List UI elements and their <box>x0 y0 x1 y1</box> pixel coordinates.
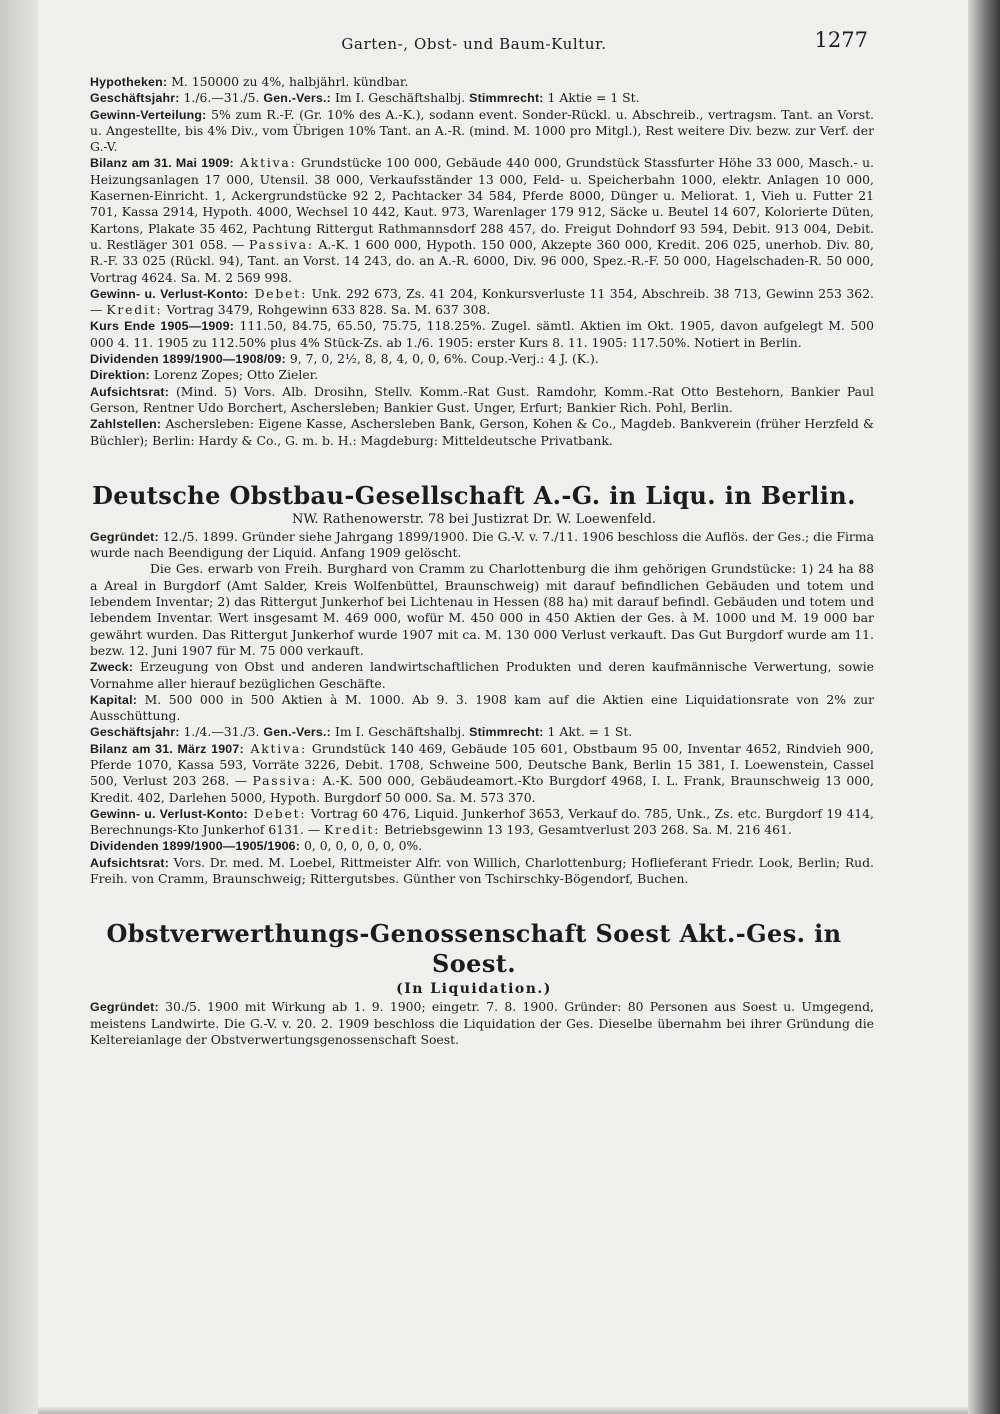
entry-text: 111.50, 84.75, 65.50, 75.75, 118.25%. Zugel. sämtl. Aktien im Okt. 1905, davon aufgelegt M. 500 000 4. 11. 1905 zu 112.50% plus 4% Stück-Zs. ab 1./6. 1905: erster Kurs 8. 11. 1905: 117.50%. Notiert in Berlin. <box>90 318 874 350</box>
entry-text: Betriebsgewinn 13 193, Gesamtverlust 203 268. Sa. M. 216 461. <box>380 822 792 838</box>
entry-text: Im I. Geschäftshalbj. <box>331 724 470 740</box>
entry-label: Dividenden 1899/1900—1908/09: <box>90 352 286 367</box>
entry-aufsichtsrat <box>74 855 874 888</box>
entry-hypotheken <box>74 74 874 90</box>
entry-bilanz <box>74 741 874 806</box>
entry-text: Vortrag 60 476, Liquid. Junkerhof 3653, Verkauf do. 785, Unk., Zs. etc. Burgdorf 19 414, Berechnungs-Kto Junkerhof 6131. — <box>90 805 874 838</box>
entry-label: Bilanz am 31. März 1907: <box>90 741 244 756</box>
entry-spaced: Kredit: <box>106 302 163 318</box>
entry-label: Gewinn- u. Verlust-Konto: <box>90 806 248 821</box>
entry-text: Grundstück 140 469, Gebäude 105 601, Obstbaum 95 00, Inventar 4652, Rindvieh 900, Pferde 1070, Kassa 593, Vorräte 3226, Debit. 1708, Schweine 500, Deutsche Bank, Berlin 15 381, I. Loewenstein, Cassel 500, Verlust 203 268. — <box>90 740 874 789</box>
entry-direktion <box>74 367 874 383</box>
entry-label: Direktion: <box>90 368 150 383</box>
entry-label: Aufsichtsrat: <box>90 855 170 870</box>
entry-aufsichtsrat <box>74 384 874 417</box>
page-content <box>74 28 874 1048</box>
entry-label: Geschäftsjahr: <box>90 91 180 106</box>
entry-text: 1 Aktie = 1 St. <box>543 90 640 106</box>
entry-label: Gegründet: <box>90 1000 159 1015</box>
entry-gegruendet <box>74 999 874 1048</box>
entry-text: Vortrag 3479, Rohgewinn 633 828. Sa. M. 637 308. <box>162 302 491 318</box>
entry-text: 1./4.—31./3. <box>179 724 264 740</box>
entry-dividenden <box>74 838 874 854</box>
entry-label: Stimmrecht: <box>469 91 544 106</box>
left-page-edge <box>0 0 38 1414</box>
entry-text: Im I. Geschäftshalbj. <box>331 90 470 106</box>
entry-text: 1./6.—31./5. <box>179 90 264 106</box>
section-deutsche-obstbau <box>74 481 874 888</box>
entry-gewinn-verlust <box>74 806 874 839</box>
entry-text: 12./5. 1899. Gründer siehe Jahrgang 1899/1900. Die G.-V. v. 7./11. 1906 beschloss die Auflös. der Ges.; die Firma wurde nach Beendigung der Liquid. Anfang 1909 gelöscht. <box>90 528 874 561</box>
entry-spaced: Kredit: <box>324 822 381 838</box>
entry-label: Gen.-Vers.: <box>263 91 331 106</box>
entry-label: Dividenden 1899/1900—1905/1906: <box>90 839 301 854</box>
entry-paragraph: Die Ges. erwarb von Freih. Burghard von Cramm zu Charlottenburg die ihm gehörigen Grundstücke: 1) 24 ha 88 a Areal in Burgdorf (Amt Salder, Kreis Wolfenbüttel, Braunschweig) mit darauf befindlichen Gebäuden und totem und lebendem Inventar; 2) das Rittergut Junkerhof bei Lichtenau in Hessen (88 ha) mit darauf befindl. Gebäuden und totem und lebendem Inventar. Wert insgesamt M. 469 000, wofür M. 450 000 in 450 Aktien der Ges. à M. 1000 und M. 19 000 bar gewährt wurden. Das Rittergut Junkerhof wurde 1907 mit ca. M. 130 000 Verlust verkauft. Das Gut Burgdorf wurde am 11. bezw. 12. Juni 1907 für M. 75 000 verkauft. <box>90 561 874 658</box>
entry-spaced: Aktiva: <box>243 740 308 756</box>
entry-spaced: Passiva: <box>252 773 318 789</box>
entry-text: 1 Akt. = 1 St. <box>543 724 633 740</box>
entry-label: Hypotheken: <box>90 75 168 89</box>
company-subtitle: (In Liquidation.) <box>396 981 552 998</box>
entry-label: Gewinn- u. Verlust-Konto: <box>90 286 249 301</box>
entry-text: 0, 0, 0, 0, 0, 0, 0%. <box>300 838 423 854</box>
company-title: Deutsche Obstbau-Gesellschaft A.-G. in Liqu. in Berlin. <box>92 480 856 510</box>
section-gap <box>74 449 874 481</box>
entry-text: A.-K. 1 600 000, Hypoth. 150 000, Akzepte 360 000, Kredit. 206 025, unerhob. Div. 80, R.-F. 33 025 (Rückl. 94), Tant. an Vorst. 14 243, do. an A.-R. 6000, Div. 96 000, Spez.-R.-F. 50 000, Hagelschaden-R. 50 000, Vortrag 4624. Sa. M. 2 569 998. <box>90 236 875 285</box>
section-soenderhof-continuation <box>74 74 874 449</box>
running-title: Garten-, Obst- und Baum-Kultur. <box>341 35 607 53</box>
entry-geschaeftsjahr <box>74 724 874 740</box>
entry-label: Kapital: <box>90 692 138 707</box>
section-obstverwerthung-soest <box>74 919 874 1048</box>
entry-text: Erzeugung von Obst und anderen landwirtschaftlichen Produkten und deren kaufmännische Verwertung, sowie Vornahme aller hierauf bezüglichen Geschäfte. <box>90 659 874 691</box>
entry-text: Unk. 292 673, Zs. 41 204, Konkursverluste 11 354, Abschreib. 38 713, Gewinn 253 362. — <box>90 285 874 318</box>
entry-text: Lorenz Zopes; Otto Zieler. <box>149 367 319 383</box>
entry-bilanz <box>74 155 874 285</box>
entry-spaced: Debet: <box>248 285 308 301</box>
entry-zweck <box>74 659 874 692</box>
section-gap <box>74 887 874 919</box>
running-header <box>74 28 874 58</box>
entry-kurs <box>74 318 874 351</box>
entry-text: 5% zum R.-F. (Gr. 10% des A.-K.), sodann event. Sonder-Rückl. u. Abschreib., vertragsm. Tant. an Vorst. u. Angestellte, bis 4% Div., vom Übrigen 10% Tant. an A.-R. (mind. M. 1000 pro Mitgl.), Rest weitere Div. bezw. zur Verf. der G.-V. <box>90 106 874 155</box>
entry-label: Stimmrecht: <box>469 725 544 740</box>
entry-text: M. 150000 zu 4%, halbjährl. kündbar. <box>167 74 409 89</box>
entry-dividenden <box>74 351 874 367</box>
page-number: 1277 <box>814 28 868 52</box>
page-bottom-edge <box>38 1406 968 1414</box>
entry-gewinn-verteilung <box>74 107 874 156</box>
entry-label: Aufsichtsrat: <box>90 384 170 399</box>
entry-label: Gegründet: <box>90 529 159 544</box>
company-address: NW. Rathenowerstr. 78 bei Justizrat Dr. W. Loewenfeld. <box>291 511 657 527</box>
entry-spaced: Passiva: <box>249 236 314 252</box>
entry-text: (Mind. 5) Vors. Alb. Drosihn, Stellv. Komm.-Rat Gust. Ramdohr, Komm.-Rat Otto Bestehorn, Bankier Paul Gerson, Rentner Udo Borchert, Aschersleben; Bankier Gust. Unger, Erfurt; Bankier Rich. Pohl, Berlin. <box>90 383 874 415</box>
entry-label: Kurs Ende 1905—1909: <box>90 319 235 334</box>
entry-text: 9, 7, 0, 2½, 8, 8, 4, 0, 0, 6%. Coup.-Verj.: 4 J. (K.). <box>285 351 599 367</box>
entry-gewinn-verlust <box>74 286 874 319</box>
entry-gegruendet <box>74 529 874 562</box>
entry-label: Geschäftsjahr: <box>90 725 180 740</box>
entry-label: Zweck: <box>90 660 134 675</box>
entry-label: Zahlstellen: <box>90 417 162 432</box>
entry-text: Aschersleben: Eigene Kasse, Aschersleben Bank, Gerson, Kohen & Co., Magdeb. Bankverein (früher Herzfeld & Büchler); Berlin: Hardy & Co., G. m. b. H.: Magdeburg: Mitteldeutsche Privatbank. <box>90 416 874 448</box>
company-title: Obstverwerthungs-Genossenschaft Soest Akt.-Ges. in Soest. <box>106 919 842 979</box>
entry-spaced: Aktiva: <box>233 155 297 171</box>
entry-text: Vors. Dr. med. M. Loebel, Rittmeister Alfr. von Willich, Charlottenburg; Hoflieferant Friedr. Look, Berlin; Rud. Freih. von Cramm, Braunschweig; Rittergutsbes. Günther von Tschirschky-Bögendorf, Buchen. <box>90 854 874 887</box>
entry-kapital <box>74 692 874 725</box>
entry-text: M. 500 000 in 500 Aktien à M. 1000. Ab 9. 3. 1908 kam auf die Aktien eine Liquidationsrate von 2% zur Ausschüttung. <box>90 691 874 724</box>
entry-label: Bilanz am 31. Mai 1909: <box>90 156 234 171</box>
entry-label: Gewinn-Verteilung: <box>90 107 207 122</box>
entry-text: 30./5. 1900 mit Wirkung ab 1. 9. 1900; eingetr. 7. 8. 1900. Gründer: 80 Personen aus Soest u. Umgegend, meistens Landwirte. Die G.-V. v. 20. 2. 1909 beschloss die Liquidation der Ges. Dieselbe übernahm bei ihrer Gründung die Keltereianlage der Obstverwertungsgenossenschaft Soest. <box>90 999 874 1047</box>
entry-zahlstellen <box>74 416 874 449</box>
entry-label: Gen.-Vers.: <box>263 725 331 740</box>
book-spine-shadow <box>968 0 1000 1414</box>
entry-spaced: Debet: <box>247 805 307 821</box>
entry-text: Grundstücke 100 000, Gebäude 440 000, Grundstück Stassfurter Höhe 33 000, Masch.- u. Heizungsanlagen 17 000, Utensil. 38 000, Verkaufsständer 13 000, Feld- u. Speicherbahn 1000, elektr. Anlagen 10 000, Kasernen-Einricht. 1, Ackergrundstücke 92 2, Pachtacker 34 584, Pferde 8000, Dünger u. Meliorat. 1, Vieh u. Futter 21 701, Kassa 2914, Hypoth. 4000, Wechsel 10 442, Kaut. 973, Warenlager 179 912, Säcke u. Beutel 14 607, Kolorierte Düten, Kartons, Plakate 35 462, Pachtung Rittergut Rathmannsdorf 288 457, do. Freigut Dohndorf 93 594, Debit. 913 004, Debit. u. Restläger 301 058. — <box>90 155 874 252</box>
entry-geschaeftsjahr <box>74 90 874 106</box>
entry-text: A.-K. 500 000, Gebäudeamort.-Kto Burgdorf 4968, I. L. Frank, Braunschweig 13 000, Kredit. 402, Darlehen 5000, Hypoth. Burgdorf 50 000. Sa. M. 573 370. <box>90 773 874 805</box>
